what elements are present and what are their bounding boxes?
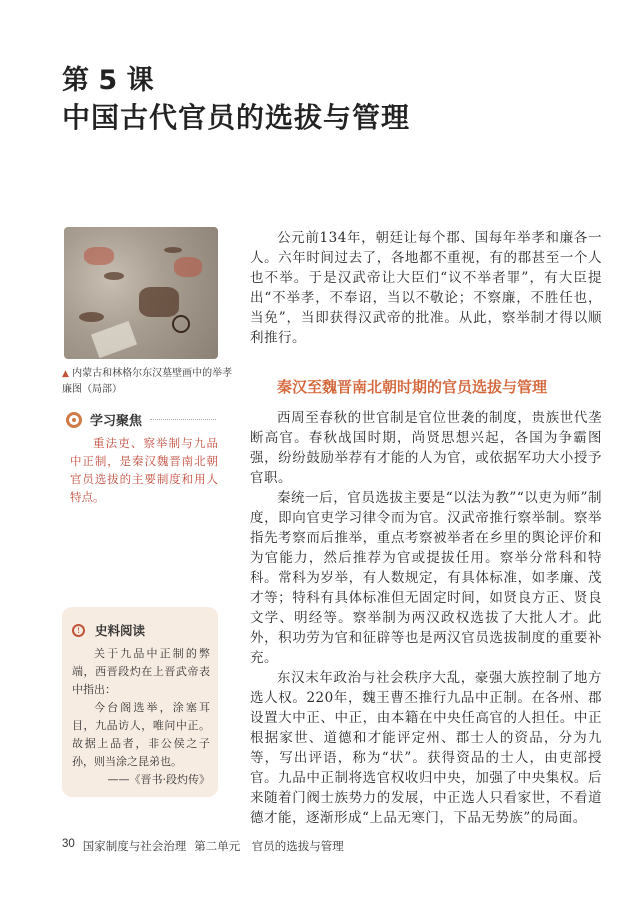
source-reading-box [62,607,218,797]
unit-title: 第二单元 官员的选拔与管理 [194,839,344,853]
source-text: 关于九品中正制的弊端，西晋段灼在上晋武帝表中指出： [72,647,210,696]
divider [150,419,216,420]
section-heading: 秦汉至魏晋南北朝时期的官员选拔与管理 [277,378,548,396]
study-focus-text: 重法吏、察举制与九品中正制，是秦汉魏晋南北朝官员选拔的主要制度和用人特点。 [70,436,218,504]
book-title: 国家制度与社会治理 [82,839,187,853]
page-title: 中国古代官员的选拔与管理 [62,101,411,134]
mural-image [64,227,218,359]
figure-caption [62,366,238,398]
lesson-number: 第 5 课 [62,65,154,96]
caption-text: 内蒙古和林格尔东汉墓壁画中的举孝廉图（局部） [62,368,233,395]
info-icon: ! [72,624,85,637]
source-citation: ——《晋书·段灼传》 [107,773,210,786]
source-quote: 今台阁选举，涂塞耳目，九品访人，唯问中正。故据上品者，非公侯之子孙，则当涂之昆弟也。 [72,701,210,768]
study-focus-label: 学习聚焦 [90,414,143,429]
target-icon [66,412,82,428]
triangle-icon: ▲ [62,369,69,379]
page-number: 30 [62,838,75,850]
study-focus-header [66,410,216,429]
source-reading-label: 史料阅读 [95,623,146,638]
paragraph: 东汉末年政治与社会秩序大乱，豪强大族控制了地方选人权。220年，魏王曹丕推行九品中正制。在各州、郡设置大中正、中正，由本籍在中央任高官的人担任。中正根据家世、道德和才能评定州、郡士人的资品，分为九等，写出评语，称为“状”。获得资品的士人，由吏部授官。九品中正制将选官权收归中央，加强了中央集权。后来随着门阀士族势力的发展，中正选人只看家世，不看道德才能，逐渐形成“上品无寒门，下品无势族”的局面。 [250,670,602,826]
paragraph: 西周至春秋的世官制是官位世袭的制度，贵族世代垄断高官。春秋战国时期，尚贤思想兴起，各国为争霸图强，纷纷鼓励举荐有才能的人为官，或依据军功大小授予官职。 [250,410,602,486]
main-text [250,228,602,828]
paragraph: 秦统一后，官员选拔主要是“以法为教”“以吏为师”制度，即向官吏学习律令而为官。汉武帝推行察举制。察举指先考察而后推举，重点考察被举者在乡里的舆论评价和为官能力，然后推荐为官或提拔任用。察举分常科和特科。常科为岁举，有人数规定，有具体标准，如孝廉、茂才等；特科有具体标准但无固定时间，如贤良方正、贤良文学、明经等。察举制为两汉政权选拔了大批人才。此外，积功劳为官和征辟等也是两汉官员选拔制度的重要补充。 [250,490,602,666]
intro-paragraph: 公元前134年，朝廷让每个郡、国每年举孝和廉各一人。六年时间过去了，各地都不重视，有的郡甚至一个人也不举。于是汉武帝让大臣们“议不举者罪”，有大臣提出“不举孝，不奉诏，当以不敬论；不察廉，不胜任也，当免”，当即获得汉武帝的批准。从此，察举制才得以顺利推行。 [250,230,602,346]
page-footer [62,838,344,854]
